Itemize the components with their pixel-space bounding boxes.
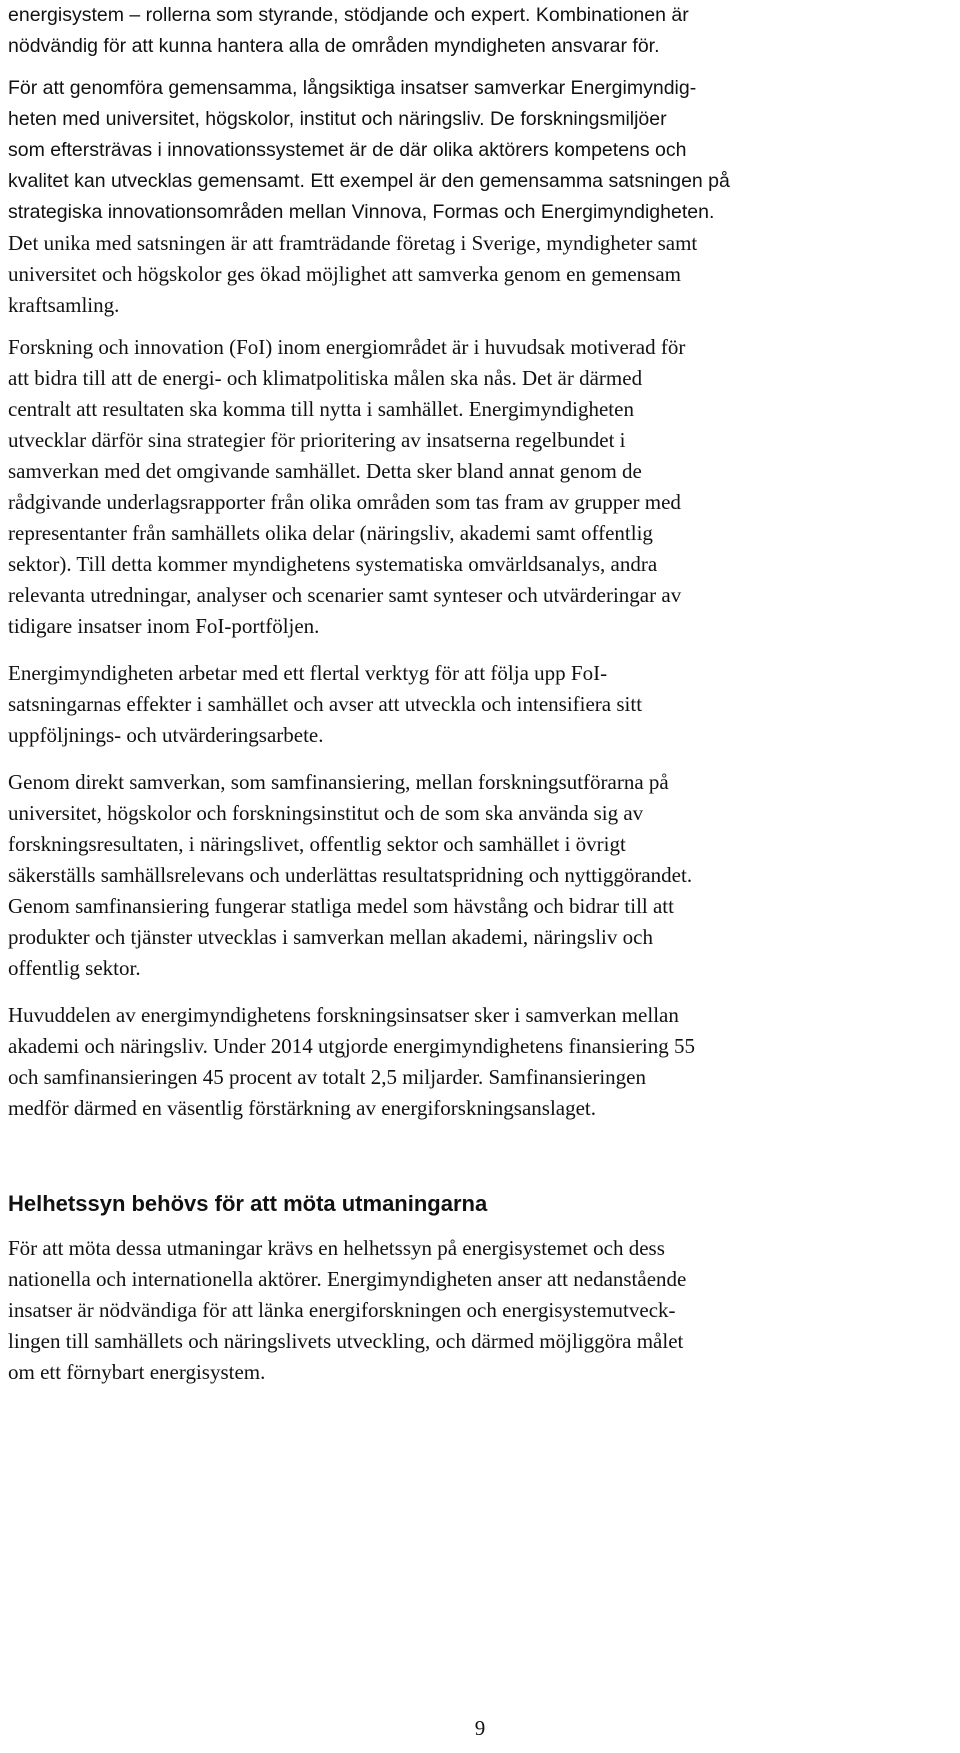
text-line: Forskning och innovation (FoI) inom energiområdet är i huvudsak motiverad för (8, 335, 686, 359)
paragraph-gap (8, 751, 954, 767)
text-line: relevanta utredningar, analyser och scenarier samt synteser och utvärderingar av (8, 583, 682, 607)
paragraph-gap (8, 642, 954, 658)
text-line: samverkan med det omgivande samhället. Detta sker bland annat genom de (8, 459, 642, 483)
text-line: representanter från samhällets olika delar (näringsliv, akademi samt offentlig (8, 521, 653, 545)
text-line: offentlig sektor. (8, 956, 141, 980)
paragraph-research-funding (8, 1000, 954, 1124)
text-line: universitet, högskolor och forskningsinstitut och de som ska använda sig av (8, 801, 644, 825)
page-number: 9 (474, 1716, 486, 1740)
text-line: universitet och högskolor ges ökad möjlighet att samverka genom en gemensam (8, 262, 682, 286)
text-line: tidigare insatser inom FoI-portföljen. (8, 614, 320, 638)
text-line: medför därmed en väsentlig förstärkning av energiforskningsanslaget. (8, 1096, 597, 1120)
text-line: rådgivande underlagsrapporter från olika områden som tas fram av grupper med (8, 490, 681, 514)
text-line: Genom samfinansiering fungerar statliga medel som hävstång och bidrar till att (8, 894, 674, 918)
text-line: centralt att resultaten ska komma till nytta i samhället. Energimyndigheten (8, 397, 634, 421)
document-page (8, 0, 954, 1388)
paragraph-collaboration (8, 73, 954, 321)
text-line: satsningarnas effekter i samhället och avser att utveckla och intensifiera sitt (8, 692, 643, 716)
text-line: Genom direkt samverkan, som samfinansiering, mellan forskningsutförarna på (8, 770, 669, 794)
paragraph-intro (8, 0, 954, 62)
text-line: kvalitet kan utvecklas gemensamt. Ett exempel är den gemensamma satsningen på (8, 170, 730, 192)
text-line: uppföljnings- och utvärderingsarbete. (8, 723, 324, 747)
paragraph-gap (8, 62, 954, 73)
text-line: lingen till samhällets och näringslivets utveckling, och därmed möjliggöra målet (8, 1329, 684, 1353)
text-line: Det unika med satsningen är att framträdande företag i Sverige, myndigheter samt (8, 231, 698, 255)
paragraph-foi-motivation (8, 332, 954, 642)
text-line: Huvuddelen av energimyndighetens forskningsinsatser sker i samverkan mellan (8, 1003, 679, 1027)
text-line: säkerställs samhällsrelevans och underlättas resultatspridning och nyttiggörandet. (8, 863, 693, 887)
text-line: att bidra till att de energi- och klimatpolitiska målen ska nås. Det är därmed (8, 366, 643, 390)
text-line: nationella och internationella aktörer. Energimyndigheten anser att nedanstående (8, 1267, 687, 1291)
paragraph-holistic-view (8, 1233, 954, 1388)
text-line: insatser är nödvändiga för att länka energiforskningen och energisystemutveck- (8, 1298, 676, 1322)
text-line: produkter och tjänster utvecklas i samverkan mellan akademi, näringsliv och (8, 925, 653, 949)
text-line: och samfinansieringen 45 procent av totalt 2,5 miljarder. Samfinansieringen (8, 1065, 646, 1089)
paragraph-gap (8, 984, 954, 1000)
section-gap (8, 1124, 954, 1186)
text-line: sektor). Till detta kommer myndighetens systematiska omvärldsanalys, andra (8, 552, 658, 576)
text-line: energisystem – rollerna som styrande, stödjande och expert. Kombinationen är (8, 4, 689, 26)
paragraph-co-financing (8, 767, 954, 984)
text-line: nödvändig för att kunna hantera alla de områden myndigheten ansvarar för. (8, 35, 660, 57)
section-heading: Helhetssyn behövs för att möta utmaningarna (8, 1191, 488, 1216)
paragraph-gap (8, 321, 954, 332)
text-line: kraftsamling. (8, 293, 120, 317)
text-line: akademi och näringsliv. Under 2014 utgjorde energimyndighetens finansiering 55 (8, 1034, 696, 1058)
text-line: som eftersträvas i innovationssystemet är de där olika aktörers kompetens och (8, 139, 687, 161)
text-line: strategiska innovationsområden mellan Vinnova, Formas och Energimyndigheten. (8, 201, 715, 223)
text-line: forskningsresultaten, i näringslivet, offentlig sektor och samhället i övrigt (8, 832, 626, 856)
text-line: Energimyndigheten arbetar med ett flertal verktyg för att följa upp FoI- (8, 661, 608, 685)
text-line: För att genomföra gemensamma, långsiktiga insatser samverkar Energimyndig- (8, 77, 697, 99)
text-line: om ett förnybart energisystem. (8, 1360, 266, 1384)
text-line: heten med universitet, högskolor, institut och näringsliv. De forskningsmiljöer (8, 108, 667, 130)
paragraph-follow-up (8, 658, 954, 751)
paragraph-gap (8, 1222, 954, 1233)
text-line: För att möta dessa utmaningar krävs en helhetssyn på energisystemet och dess (8, 1236, 665, 1260)
text-line: utvecklar därför sina strategier för prioritering av insatserna regelbundet i (8, 428, 626, 452)
